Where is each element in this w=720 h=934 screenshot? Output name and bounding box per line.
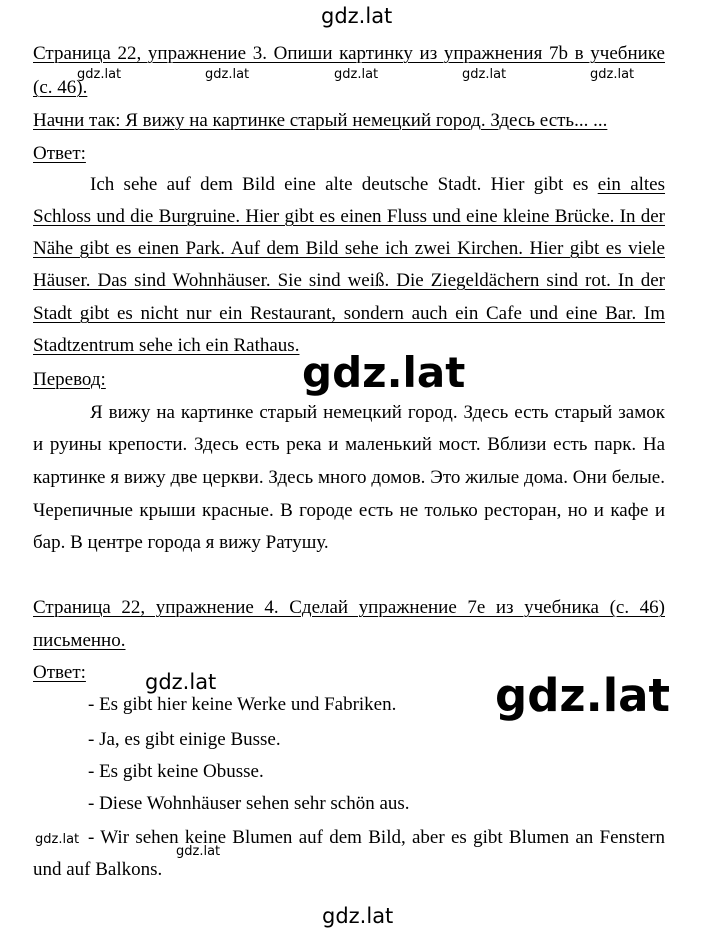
exercise3-answer-line: Nähe gibt es einen Park. Auf dem Bild sehe ich zwei Kirchen. Hier gibt es viele [33, 238, 665, 259]
exercise4-answer-item: - Ja, es gibt einige Busse. [88, 729, 281, 750]
exercise3-translation-line: Я вижу на картинке старый немецкий город. Здесь есть старый замок [90, 402, 665, 423]
exercise4-answer-label: Ответ: [33, 662, 86, 683]
watermark: gdz.lat [35, 832, 80, 847]
exercise4-heading: Страница 22, упражнение 4. Сделай упражнение 7е из учебника (с. 46) [33, 597, 665, 618]
exercise4-answer-item: - Es gibt hier keine Werke und Fabriken. [88, 694, 397, 715]
exercise3-answer-label: Ответ: [33, 143, 86, 164]
exercise3-answer-line: Ich sehe auf dem Bild eine alte deutsche Stadt. Hier gibt es ein altes [90, 174, 666, 195]
exercise3-answer-line: Schloss und die Burgruine. Hier gibt es einen Fluss und eine kleine Brücke. In der [33, 206, 665, 227]
exercise4-answer-item: - Es gibt keine Obusse. [88, 761, 264, 782]
watermark: gdz.lat [145, 670, 217, 694]
exercise4-answer-item: und auf Balkons. [33, 859, 163, 880]
watermark: gdz.lat [77, 67, 122, 82]
watermark: gdz.lat [302, 348, 466, 397]
exercise4-heading-cont: письменно. [33, 630, 126, 651]
watermark: gdz.lat [176, 844, 221, 859]
exercise3-answer-line: Stadtzentrum sehe ich ein Rathaus. [33, 335, 300, 356]
exercise3-translation-line: и руины крепости. Здесь есть река и маленький мост. Вблизи есть парк. На [33, 434, 665, 455]
watermark: gdz.lat [322, 904, 394, 928]
exercise3-heading: Страница 22, упражнение 3. Опиши картинку из упражнения 7b в учебнике [33, 43, 665, 64]
watermark: gdz.lat [321, 4, 393, 28]
exercise3-answer-line: Stadt gibt es nicht nur ein Restaurant, sondern auch ein Cafe und eine Bar. Im [33, 303, 665, 324]
watermark: gdz.lat [462, 67, 507, 82]
watermark: gdz.lat [495, 669, 671, 722]
exercise3-heading-cont: (с. 46). [33, 77, 88, 98]
exercise4-answer-item: - Diese Wohnhäuser sehen sehr schön aus. [88, 793, 410, 814]
watermark: gdz.lat [590, 67, 635, 82]
exercise3-answer-line: Häuser. Das sind Wohnhäuser. Sie sind weiß. Die Ziegeldächern sind rot. In der [33, 270, 665, 291]
exercise3-instruction: Начни так: Я вижу на картинке старый немецкий город. Здесь есть... ... [33, 110, 608, 131]
watermark: gdz.lat [334, 67, 379, 82]
exercise4-answer-item: - Wir sehen keine Blumen auf dem Bild, aber es gibt Blumen an Fenstern [88, 827, 665, 848]
exercise3-translation-label: Перевод: [33, 369, 106, 390]
exercise3-translation-line: Черепичные крыши красные. В городе есть не только ресторан, но и кафе и [33, 500, 665, 521]
watermark: gdz.lat [205, 67, 250, 82]
exercise3-translation-line: бар. В центре города я вижу Ратушу. [33, 532, 329, 553]
exercise3-translation-line: картинке я вижу две церкви. Здесь много домов. Это жилые дома. Они белые. [33, 467, 665, 488]
